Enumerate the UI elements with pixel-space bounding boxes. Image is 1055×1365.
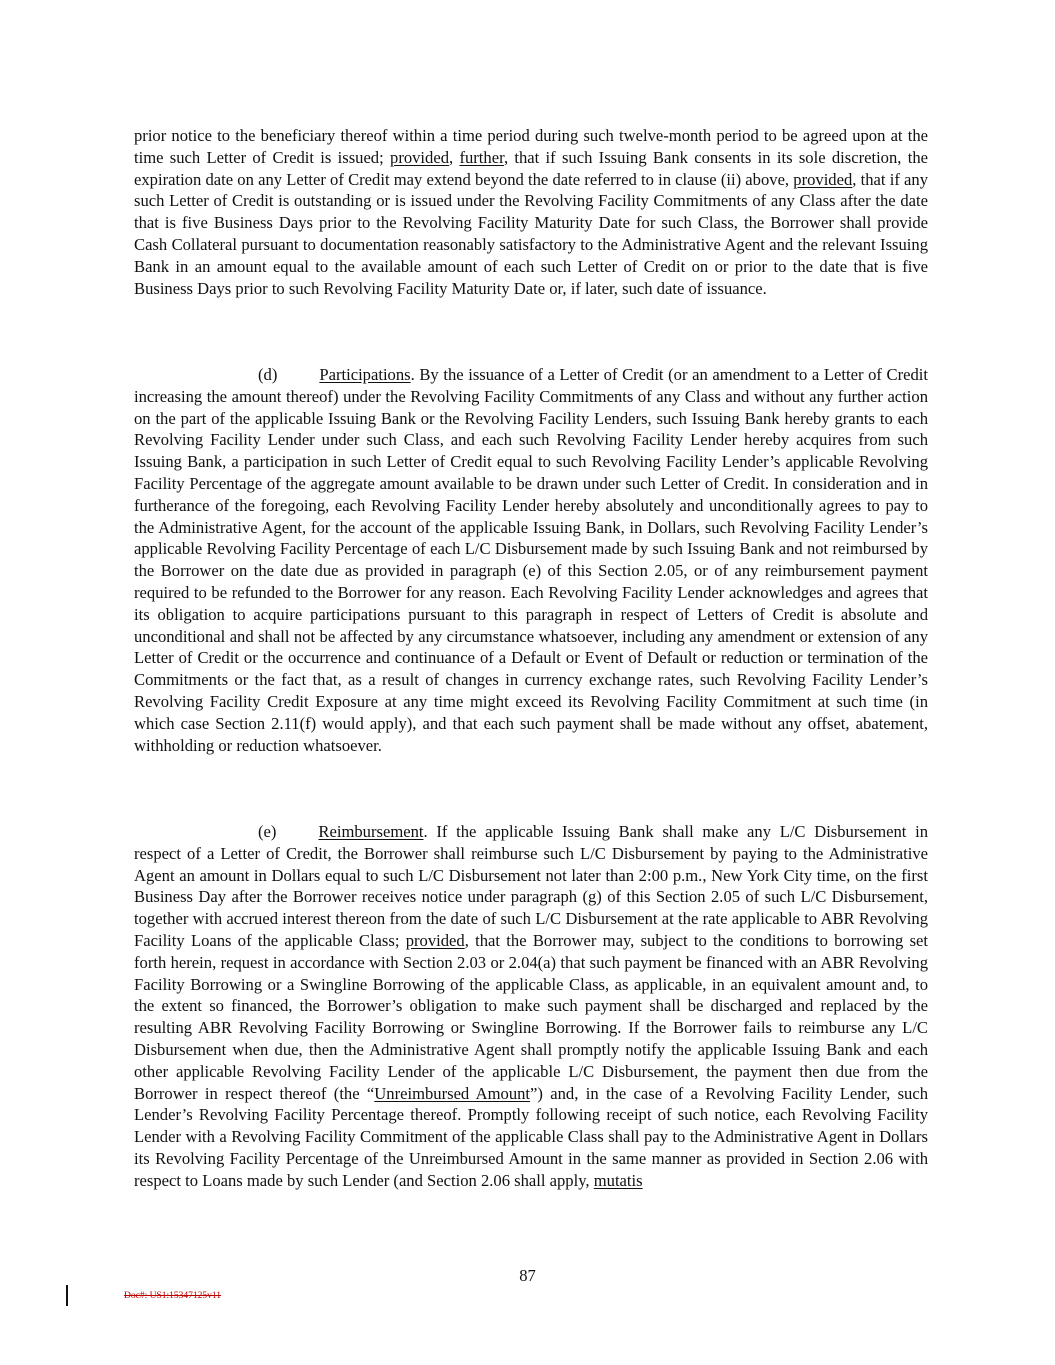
paragraph-label: (e) <box>258 822 277 841</box>
underlined-term: provided <box>390 147 450 167</box>
paragraph-label: (d) <box>258 365 278 384</box>
underlined-term: further <box>459 147 504 167</box>
change-bar <box>66 1285 68 1306</box>
defined-term: Unreimbursed Amount <box>374 1083 531 1103</box>
underlined-term: provided <box>405 930 465 950</box>
text-run: , that if any such Letter of Credit is outstanding or is issued under the Revolving Facility Commitments of any Class after the date that is five Business Days prior to the Revolving Facility Maturity Date for such Class, the Borrower shall provide Cash Collateral pursuant to documentation reasonably satisfactory to the Administrative Agent and the relevant Issuing Bank in an amount equal to the available amount of each such Letter of Credit on or prior to the date that is five Business Days prior to such Revolving Facility Maturity Date or, if later, such date of issuance. <box>134 169 928 298</box>
section-heading: Participations <box>319 365 411 384</box>
text-run: prior notice to the beneficiary thereof within a time period during such twelve-month period to be agreed upon at the time such Letter of Credit is issued; <box>134 126 928 167</box>
underlined-term: mutatis <box>593 1170 643 1190</box>
paragraph-e-reimbursement <box>134 821 928 1192</box>
section-heading: Reimbursement <box>318 822 424 841</box>
text-run: . By the issuance of a Letter of Credit (or an amendment to a Letter of Credit increasing the amount thereof) under the Revolving Facility Commitments of any Class and without any further action on the part of the applicable Issuing Bank or the Revolving Facility Lenders, such Issuing Bank hereby grants to each Revolving Facility Lender under such Class, and each such Revolving Facility Lender hereby acquires from such Issuing Bank, a participation in such Letter of Credit equal to such Revolving Facility Lender’s applicable Revolving Facility Percentage of the aggregate amount available to be drawn under such Letter of Credit. In consideration and in furtherance of the foregoing, each Revolving Facility Lender hereby absolutely and unconditionally agrees to pay to the Administrative Agent, for the account of the applicable Issuing Bank, in Dollars, such Revolving Facility Lender’s applicable Revolving Facility Percentage of each L/C Disbursement made by such Issuing Bank and not reimbursed by the Borrower on the date due as provided in paragraph (e) of this Section 2.05, or of any reimbursement payment required to be refunded to the Borrower for any reason. Each Revolving Facility Lender acknowledges and agrees that its obligation to acquire participations pursuant to this paragraph in respect of Letters of Credit is absolute and unconditional and shall not be affected by any circumstance whatsoever, including any amendment or extension of any Letter of Credit or the occurrence and continuance of a Default or Event of Default or reduction or termination of the Commitments or the fact that, as a result of changes in currency exchange rates, such Revolving Facility Lender’s Revolving Facility Credit Exposure at any time might exceed its Revolving Facility Commitment at such time (in which case Section 2.11(f) would apply), and that each such payment shall be made without any offset, abatement, withholding or reduction whatsoever. <box>134 365 928 755</box>
text-run: ”) and, in the case of a Revolving Facility Lender, such Lender’s Revolving Facility Percentage thereof. Promptly following receipt of such notice, each Revolving Facility Lender with a Revolving Facility Commitment of the applicable Class shall pay to the Administrative Agent in Dollars its Revolving Facility Percentage of the Unreimbursed Amount in the same manner as provided in Section 2.06 with respect to Loans made by such Lender (and Section 2.06 shall apply, <box>134 1083 929 1190</box>
paragraph-d-participations <box>134 364 928 756</box>
text-run: . If the applicable Issuing Bank shall make any L/C Disbursement in respect of a Letter of Credit, the Borrower shall reimburse such L/C Disbursement by paying to the Administrative Agent an amount in Dollars equal to such L/C Disbursement not later than 2:00 p.m., New York City time, on the first Business Day after the Borrower receives notice under paragraph (g) of this Section 2.05 of such L/C Disbursement, together with accrued interest thereon from the date of such L/C Disbursement at the rate applicable to ABR Revolving Facility Loans of the applicable Class; <box>134 822 928 950</box>
page-number: 87 <box>519 1266 536 1285</box>
document-id: Doc#: US1:15347125v11 <box>124 1291 222 1301</box>
underlined-term: provided <box>793 169 853 189</box>
text-run: , <box>449 147 460 167</box>
text-run: , that if such Issuing Bank consents in its sole discretion, the expiration date on any Letter of Credit may extend beyond the date referred to in clause (ii) above, <box>134 147 928 189</box>
text-run: , that the Borrower may, subject to the conditions to borrowing set forth herein, request in accordance with Section 2.03 or 2.04(a) that such payment be financed with an ABR Revolving Facility Borrowing or a Swingline Borrowing of the applicable Class, as applicable, in an equivalent amount and, to the extent so financed, the Borrower’s obligation to make such payment shall be discharged and replaced by the resulting ABR Revolving Facility Borrowing or Swingline Borrowing. If the Borrower fails to reimburse any L/C Disbursement when due, then the Administrative Agent shall promptly notify the applicable Issuing Bank and each other applicable Revolving Facility Lender of the applicable L/C Disbursement, the payment then due from the Borrower in respect thereof (the “ <box>134 930 928 1103</box>
paragraph-c-continuation <box>134 125 928 299</box>
